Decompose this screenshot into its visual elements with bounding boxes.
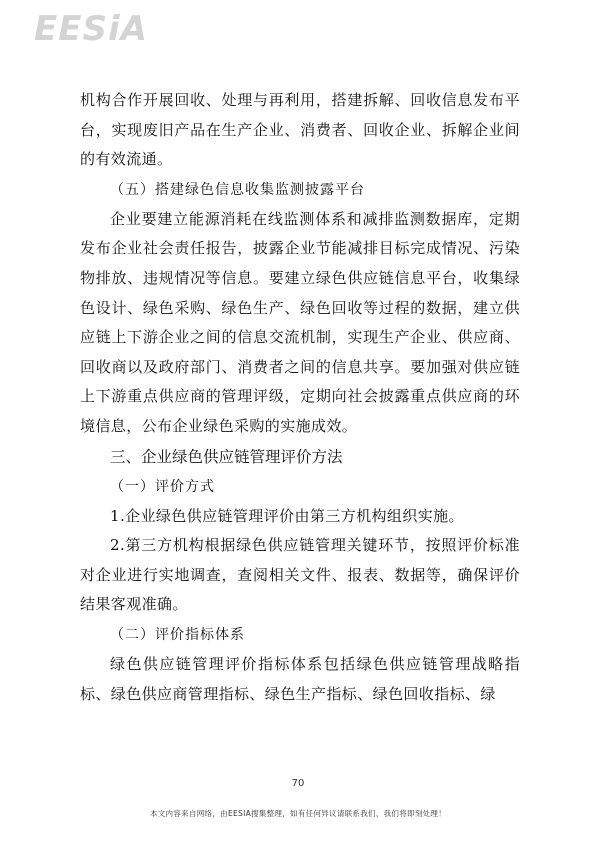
list-item-2: 2.第三方机构根据绿色供应链管理关键环节，按照评价标准对企业进行实地调查，查阅相关文件、报表、数据等，确保评价结果客观准确。 [80, 536, 520, 614]
eesia-logo: EESiA [34, 9, 148, 49]
subheading-evaluation-approach: （一）评价方式 [110, 478, 215, 495]
paragraph-recycling-platform: 机构合作开展回收、处理与再利用，搭建拆解、回收信息发布平台，实现废旧产品在生产企业、消费者、回收企业、拆解企业间的有效流通。 [80, 91, 520, 169]
footer-disclaimer: 本文内容来自网络，由EESIA搜集整理，如有任何异议请联系我们，我们将即刻处理！ [149, 809, 447, 818]
paragraph-indicator-system: 绿色供应链管理评价指标体系包括绿色供应链管理战略指标、绿色供应商管理指标、绿色生产指标、绿色回收指标、绿 [80, 654, 520, 703]
document-body [80, 86, 520, 709]
paragraph-info-disclosure: 企业要建立能源消耗在线监测体系和减排监测数据库，定期发布企业社会责任报告，披露企业节能减排目标完成情况、污染物排放、违规情况等信息。要建立绿色供应链信息平台，收集绿色设计、绿色采购、绿色生产、绿色回收等过程的数据，建立供应链上下游企业之间的信息交流机制，实现生产企业、供应商、回收商以及政府部门、消费者之间的信息共享。要加强对供应链上下游重点供应商的管理评级，定期向社会披露重点供应商的环境信息，公布企业绿色采购的实施成效。 [80, 209, 520, 435]
section-heading-evaluation-method: 三、企业绿色供应链管理评价方法 [110, 447, 343, 466]
subheading-indicator-system: （二）评价指标体系 [110, 626, 245, 643]
list-item-1: 1.企业绿色供应链管理评价由第三方机构组织实施。 [110, 506, 464, 525]
page-number: 70 [291, 778, 305, 789]
subheading-green-info-platform: （五）搭建绿色信息收集监测披露平台 [110, 181, 365, 198]
